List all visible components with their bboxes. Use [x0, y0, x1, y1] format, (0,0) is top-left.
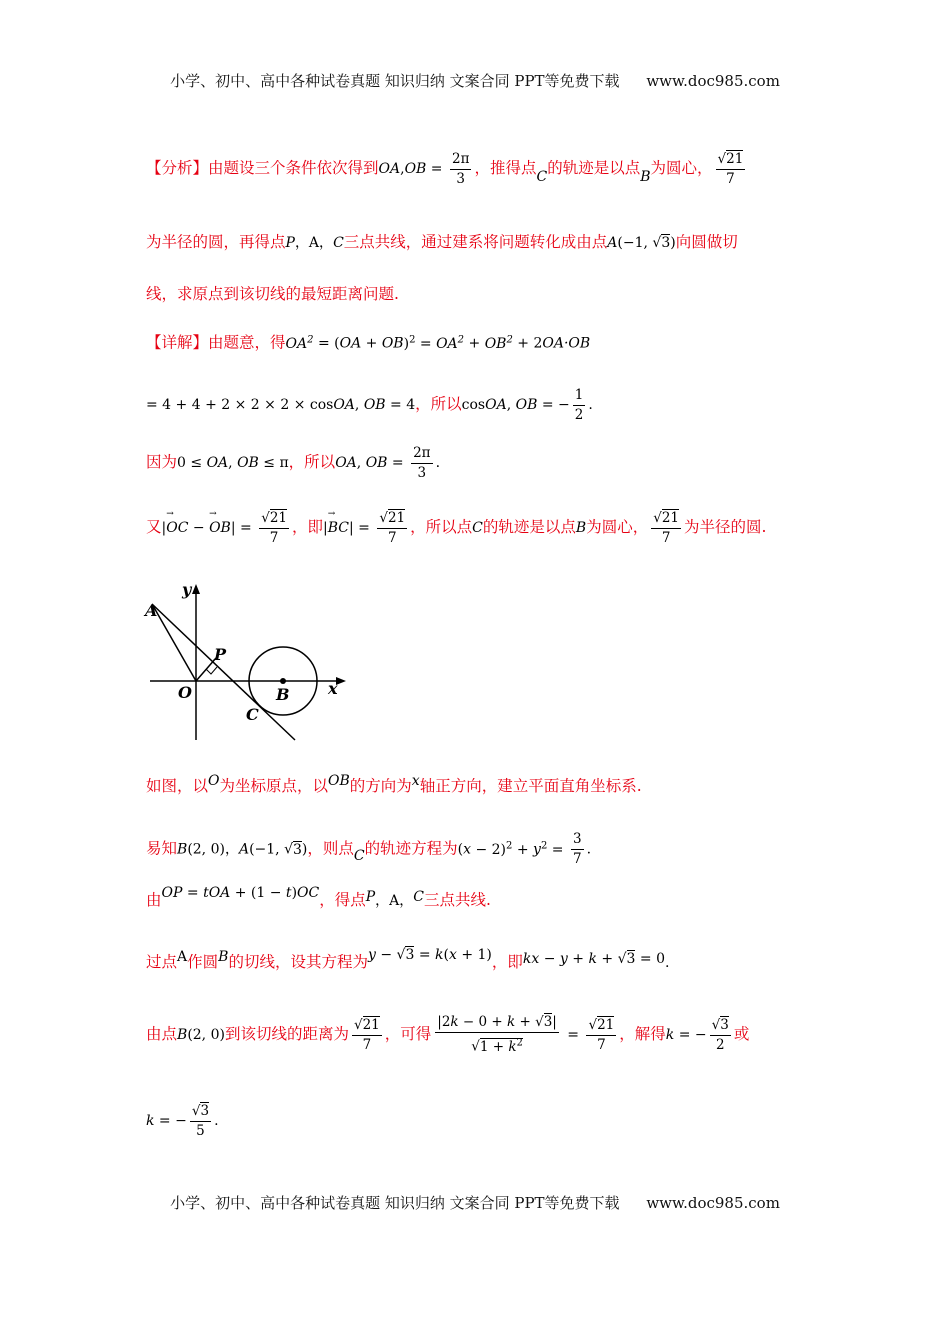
header-text: 小学、初中、高中各种试卷真题 知识归纳 文案合同 PPT等免费下载 [170, 72, 620, 90]
coords-line-5: 由点B(2, 0)到该切线的距离为 $\frac{√21}{7}$ ，可得 $\frac{|2k - 0 + k + √3|}{√1 + k^2}$ = $\frac{√21}{7}$ ，解得k = − $\frac{√3}{2}$ 或 [146, 1014, 750, 1055]
label-p: P [214, 645, 227, 664]
coords-text: 如图，以 [146, 777, 209, 795]
coords-line-4: 过点A作圆B的切线，设其方程为y − √3 = k(x + 1)，即kx − y + k + √3 = 0. [146, 947, 670, 971]
coords-text: 或 [733, 1025, 750, 1043]
analysis-text: 由题设三个条件依次得到 [208, 159, 379, 177]
analysis-text: 线，求原点到该切线的最短距离问题. [146, 285, 399, 303]
footer-site: www.doc985.com [646, 1194, 780, 1212]
detail-text: ，即 [292, 518, 324, 536]
y-axis-arrow [192, 584, 200, 594]
coords-line-2: 易知B(2, 0)，A(−1, √3)，则点C的轨迹方程为$(x - 2)^2 + y^2$ = $\frac{3}{7}$ . [146, 831, 592, 868]
detail-line-2: = 4 + 4 + 2 × 2 × 2 × cosOA, OB = 4，所以cosOA, OB = − $\frac{1}{2}$ . [146, 386, 593, 423]
coords-text: 轴正方向，建立平面直角坐标系. [419, 777, 642, 795]
coords-text: 由 [146, 891, 162, 909]
analysis-line-1: 【分析】由题设三个条件依次得到OA,OB = $\frac{2\pi}{3}$ ，推得点C的轨迹是以点B为圆心， $\frac{√21}{7}$ [146, 150, 744, 187]
analysis-tag: 【分析】 [146, 159, 209, 177]
detail-text: 又 [146, 518, 162, 536]
detail-text: 因为 [146, 453, 178, 471]
detail-line-3: 因为0 ≤ OA, OB ≤ π，所以OA, OB = $\frac{2\pi}{3}$ . [146, 444, 441, 481]
coords-text: 三点共线. [424, 891, 491, 909]
coords-text: ，解得 [619, 1025, 666, 1043]
coords-line-6: k = − $\frac{√3}{5}$ . [146, 1102, 219, 1139]
detail-text: 的轨迹是以点 [482, 518, 576, 536]
line-ao [152, 604, 196, 681]
coords-text: 的方向为 [349, 777, 412, 795]
detail-text: 为圆心， [586, 518, 649, 536]
analysis-text: ，推得点 [474, 159, 537, 177]
analysis-line-3 [146, 284, 810, 304]
coords-text: 的切线，设其方程为 [228, 953, 368, 971]
coords-text: 易知 [146, 839, 178, 858]
coords-text: ，即 [491, 953, 523, 971]
coords-text: 到该切线的距离为 [224, 1025, 349, 1043]
coords-text: ，得点 [319, 891, 366, 909]
detail-text: 由题意，得 [208, 333, 286, 352]
analysis-line-2: 为半径的圆，再得点P，A，C三点共线，通过建系将问题转化成由点A(−1, √3)向圆做切 [146, 233, 738, 251]
coords-line-1: 如图，以O为坐标原点，以OB的方向为x轴正方向，建立平面直角坐标系. [146, 773, 642, 795]
label-o: O [178, 683, 192, 702]
detail-text: 为半径的圆. [684, 518, 767, 536]
page-header [0, 70, 950, 91]
label-c: C [246, 705, 259, 724]
detail-text: ，所以点 [410, 518, 473, 536]
geometry-figure [140, 578, 360, 748]
coords-text: 为坐标原点，以 [219, 777, 329, 795]
header-site: www.doc985.com [646, 72, 780, 90]
coords-text: 由点 [146, 1025, 178, 1043]
line-ac [152, 604, 295, 740]
label-y: y [182, 580, 192, 599]
detail-text: ，所以 [288, 453, 336, 471]
detail-tag: 【详解】 [146, 333, 209, 352]
footer-text: 小学、初中、高中各种试卷真题 知识归纳 文案合同 PPT等免费下载 [170, 1194, 620, 1212]
analysis-text: 为半径的圆，再得点 [146, 233, 286, 251]
coords-text: ，则点 [307, 839, 354, 858]
point-b [280, 678, 286, 684]
label-b: B [276, 685, 290, 704]
page-footer [0, 1192, 950, 1213]
detail-line-4: 又|→ OC − → OB| = $\frac{√21}{7}$ ，即|→ BC| = $\frac{√21}{7}$ ，所以点C的轨迹是以点B为圆心， $\frac{√21}{7}$ 为半径的圆. [146, 508, 810, 546]
coords-text: 的轨迹方程为 [364, 839, 458, 858]
coords-text: ，可得 [384, 1025, 432, 1043]
label-x: x [328, 679, 338, 698]
detail-text: ，所以 [415, 395, 462, 413]
analysis-text: 三点共线，通过建系将问题转化成由点 [343, 233, 608, 251]
analysis-text: 为圆心， [650, 159, 713, 177]
coords-line-3: 由OP = tOA + (1 − t)OC，得点P，A，C三点共线. [146, 885, 491, 909]
analysis-text: 向圆做切 [675, 233, 738, 251]
coords-text: 作圆 [187, 953, 219, 971]
detail-line-1: 【详解】由题意，得$OA^2 = (OA + OB)^2 = OA^2 + OB^2 + 2OA\cdot OB$ [146, 333, 591, 352]
analysis-text: 的轨迹是以点 [547, 159, 641, 177]
label-a: A [145, 601, 158, 620]
coords-text: 过点 [146, 953, 178, 971]
